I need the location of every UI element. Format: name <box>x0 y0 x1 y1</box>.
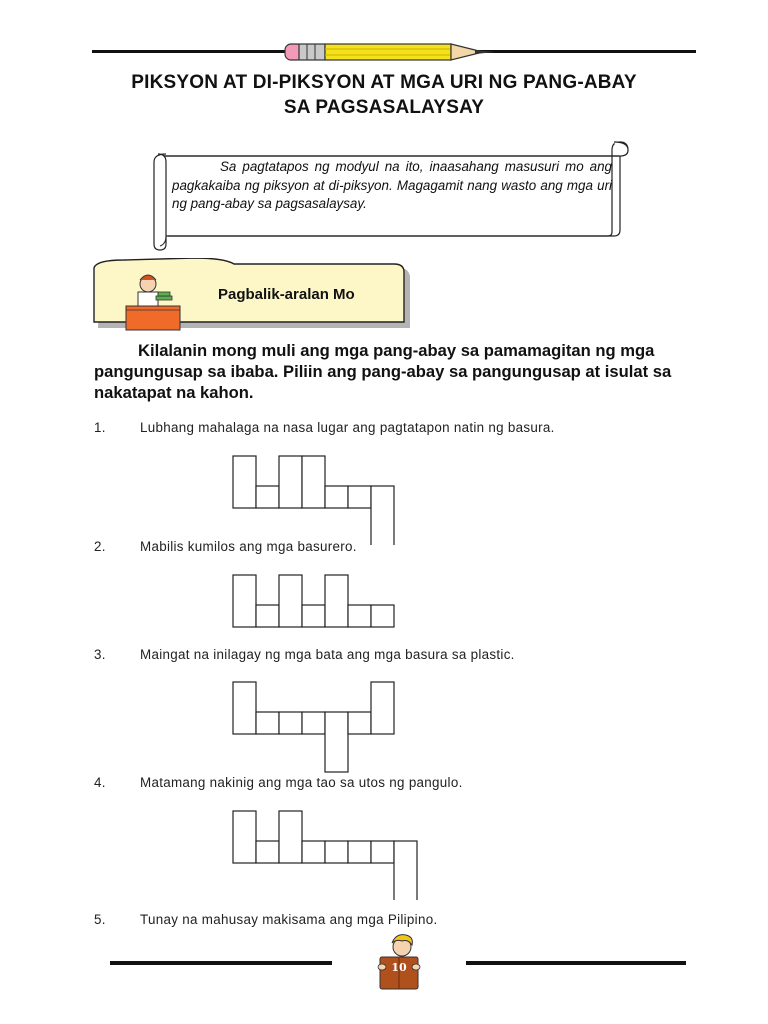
footer-rule-right <box>466 961 686 965</box>
answer-box[interactable] <box>348 712 371 734</box>
item-sentence: Maingat na inilagay ng mga bata ang mga basura sa plastic. <box>140 647 515 662</box>
title-line-1: PIKSYON AT DI-PIKSYON AT MGA URI NG PANG-ABAY <box>131 72 637 93</box>
section-heading: Pagbalik-aralan Mo <box>218 286 355 303</box>
objectives-paragraph: Sa pagtatapos ng modyul na ito, inaasahang masusuri mo ang pagkakaiba ng piksyon at di-piksyon. Magagamit nang wasto ang mga uri ng pang-abay sa pagsasalaysay. <box>172 159 612 211</box>
item-number: 2. <box>94 539 106 554</box>
page-number: 10 <box>391 961 407 974</box>
item-sentence: Tunay na mahusay makisama ang mga Pilipino. <box>140 912 438 927</box>
item-number: 4. <box>94 775 106 790</box>
item-sentence: Matamang nakinig ang mga tao sa utos ng pangulo. <box>140 775 463 790</box>
answer-box[interactable] <box>302 712 325 734</box>
item-sentence: Lubhang mahalaga na nasa lugar ang pagtatapon natin ng basura. <box>140 420 555 435</box>
answer-boxes[interactable] <box>232 455 432 550</box>
answer-box[interactable] <box>325 841 348 863</box>
answer-boxes[interactable] <box>232 681 432 781</box>
answer-box[interactable] <box>371 605 394 627</box>
item-number: 5. <box>94 912 106 927</box>
page-title <box>80 70 688 120</box>
answer-box[interactable] <box>371 682 394 734</box>
answer-box[interactable] <box>348 486 371 508</box>
answer-box[interactable] <box>325 575 348 627</box>
teacher-at-desk-icon <box>122 268 188 337</box>
answer-box[interactable] <box>279 575 302 627</box>
item-sentence: Mabilis kumilos ang mga basurero. <box>140 539 357 554</box>
answer-box[interactable] <box>302 605 325 627</box>
answer-box[interactable] <box>348 605 371 627</box>
item-number: 1. <box>94 420 106 435</box>
answer-box[interactable] <box>233 811 256 863</box>
title-line-2: SA PAGSASALAYSAY <box>283 97 485 118</box>
answer-box[interactable] <box>279 456 302 508</box>
answer-box[interactable] <box>302 456 325 508</box>
answer-boxes[interactable] <box>232 810 432 905</box>
answer-box[interactable] <box>233 456 256 508</box>
answer-box[interactable] <box>233 682 256 734</box>
answer-box[interactable] <box>394 841 417 900</box>
item-number: 3. <box>94 647 106 662</box>
exercise-item <box>94 647 515 662</box>
answer-box[interactable] <box>279 712 302 734</box>
exercise-item <box>94 420 555 435</box>
exercise-item <box>94 775 463 790</box>
answer-box[interactable] <box>233 575 256 627</box>
answer-box[interactable] <box>302 841 325 863</box>
answer-box-grid[interactable] <box>232 455 432 545</box>
answer-box[interactable] <box>348 841 371 863</box>
answer-box[interactable] <box>279 811 302 863</box>
answer-box[interactable] <box>256 841 279 863</box>
footer-rule-left <box>110 961 332 965</box>
answer-box[interactable] <box>325 486 348 508</box>
instructions-text: Kilalanin mong muli ang mga pang-abay sa pamamagitan ng mga pangungusap sa ibaba. Piliin ang pang-abay sa pangungusap at isulat sa nakatapat na kahon. <box>94 341 672 402</box>
exercise-item <box>94 539 357 554</box>
pencil-icon <box>283 40 501 69</box>
answer-box[interactable] <box>256 712 279 734</box>
answer-box[interactable] <box>256 605 279 627</box>
answer-box[interactable] <box>256 486 279 508</box>
objectives-text <box>172 158 612 214</box>
answer-box[interactable] <box>371 841 394 863</box>
instructions <box>94 340 684 403</box>
exercise-item <box>94 912 437 927</box>
answer-box-grid[interactable] <box>232 810 432 900</box>
answer-box[interactable] <box>371 486 394 545</box>
answer-box-grid[interactable] <box>232 681 432 776</box>
answer-box[interactable] <box>325 712 348 772</box>
